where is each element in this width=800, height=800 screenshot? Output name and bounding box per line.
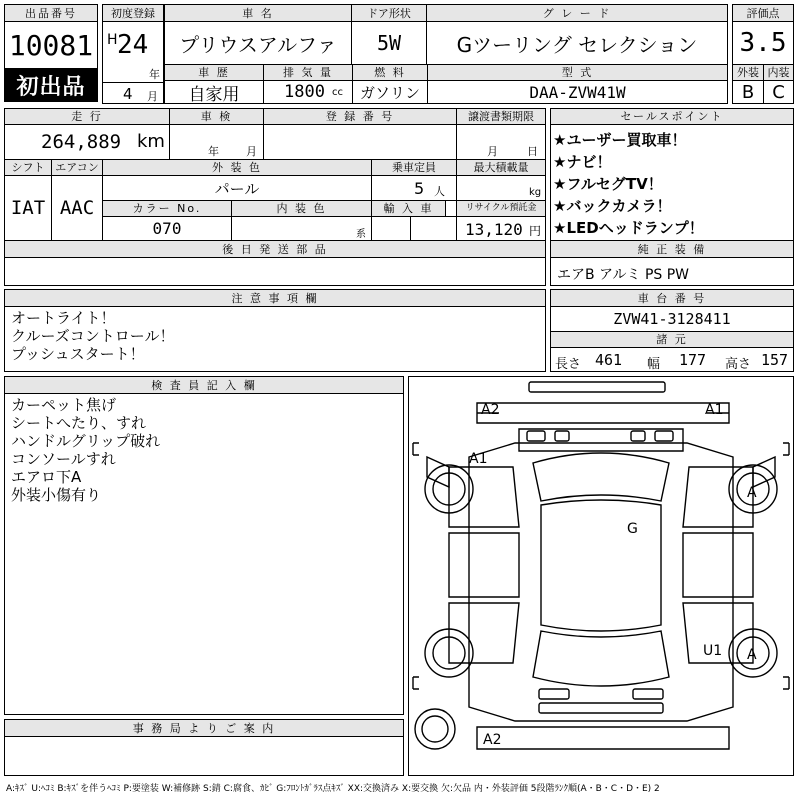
- registration-number-box: [263, 124, 457, 160]
- equipment: エアB アルミ PS PW: [550, 257, 794, 286]
- width: 177: [679, 351, 707, 369]
- transfer-doc-label: 譲渡書類期限: [456, 108, 546, 125]
- mileage-label: 走 行: [4, 108, 170, 125]
- first-listing-badge: 初出品: [4, 68, 98, 102]
- score: 3.5: [732, 21, 794, 65]
- car-name-label: 車 名: [164, 4, 352, 22]
- sales-point: ★フルセグTV！: [553, 175, 663, 193]
- capacity-label: 乗車定員: [371, 159, 457, 176]
- dimensions-box: [550, 347, 794, 372]
- first-registration-month-box: [102, 82, 164, 104]
- sales-points-label: セールスポイント: [550, 108, 794, 125]
- damage-legend: A:ｷｽﾞ U:ﾍｺﾐ B:ｷｽﾞを伴うﾍｺﾐ P:要塗装 W:補修跡 S:錆 C:腐食、ｶﾋﾞ G:ﾌﾛﾝﾄｶﾞﾗｽ点ｷｽﾞ XX:交換済み X:要交換 欠:欠品 内・外装評価 5段階ﾗﾝｸ順(A・B・C・D・E) 2: [6, 784, 660, 794]
- car-diagram-svg: [409, 377, 793, 775]
- damage-diagram: [408, 376, 794, 776]
- height-label: 高さ: [725, 357, 752, 372]
- inspection-month-unit: 月: [246, 145, 257, 158]
- capacity-box: [371, 175, 457, 201]
- capacity-unit: 人: [434, 185, 445, 198]
- color-number-label: カラー No.: [102, 200, 232, 217]
- inspector-line: エアロ下A: [11, 468, 82, 486]
- max-load-unit: kg: [529, 187, 542, 198]
- exterior-color-label: 外 装 色: [102, 159, 372, 176]
- sales-point: ★バックカメラ！: [553, 197, 672, 215]
- color-number: 070: [102, 216, 232, 241]
- max-load-box: [456, 175, 546, 201]
- sales-points-box: [550, 124, 794, 241]
- office-label: 事 務 局 よ り ご 案 内: [4, 719, 404, 737]
- shift-label: シフト: [4, 159, 52, 176]
- inspector-line: コンソールすれ: [11, 450, 116, 468]
- first-registration-label: 初度登録: [102, 4, 164, 22]
- grade-label: グ レ ー ド: [426, 4, 728, 22]
- interior-grade-label: 内装: [763, 64, 794, 81]
- mark-right-rear: U1: [703, 643, 723, 659]
- fuel: ガソリン: [352, 80, 428, 104]
- inspection-box: [169, 124, 264, 160]
- mileage: 264,889: [41, 131, 122, 153]
- details-block: [4, 108, 546, 286]
- era-prefix: H: [107, 32, 118, 48]
- chassis-number: ZVW41-3128411: [550, 306, 794, 332]
- later-parts-label: 後 日 発 送 部 品: [4, 240, 546, 258]
- car-name: プリウスアルファ: [164, 21, 352, 65]
- import-label: 輸 入 車: [371, 200, 446, 217]
- length-label: 長さ: [555, 357, 582, 372]
- interior-color-label: 内 装 色: [231, 200, 372, 217]
- sales-point: ★LEDヘッドランプ！: [553, 219, 704, 237]
- mark-right-rear-wheel: A: [747, 647, 757, 663]
- exterior-color: パール: [102, 175, 372, 201]
- transfer-month-unit: 月: [487, 145, 498, 158]
- width-label: 幅: [647, 357, 661, 372]
- header-block: [4, 4, 794, 105]
- interior-color-box: [231, 216, 372, 241]
- model-code: DAA-ZVW41W: [427, 80, 728, 104]
- mark-front-right: A1: [705, 402, 724, 418]
- history: 自家用: [164, 80, 264, 104]
- fuel-label: 燃 料: [352, 64, 428, 81]
- ac-label: エアコン: [51, 159, 103, 176]
- max-load-label: 最大積載量: [456, 159, 546, 176]
- history-label: 車 歴: [164, 64, 264, 81]
- displacement-box: [263, 80, 353, 104]
- later-parts-box: [4, 257, 546, 286]
- height: 157: [761, 351, 789, 369]
- door-type: 5W: [351, 21, 427, 65]
- transfer-day-unit: 日: [527, 145, 538, 158]
- displacement: 1800: [284, 82, 325, 102]
- registration-year: 24: [117, 30, 149, 60]
- inspection-label: 車 検: [169, 108, 264, 125]
- note-line: プッシュスタート！: [11, 345, 145, 363]
- inspector-box: [4, 393, 404, 715]
- exterior-grade-label: 外装: [732, 64, 764, 81]
- import-box: [371, 216, 411, 241]
- equipment-label: 純 正 装 備: [550, 240, 794, 258]
- year-unit: 年: [149, 68, 160, 81]
- month-unit: 月: [147, 90, 158, 103]
- displacement-label: 排 気 量: [263, 64, 353, 81]
- inspector-line: 外装小傷有り: [11, 486, 102, 504]
- transfer-doc-box: [456, 124, 546, 160]
- registration-number-label: 登 録 番 号: [263, 108, 457, 125]
- recycle-unit: 円: [529, 224, 542, 238]
- mark-rear-bumper: A2: [483, 732, 502, 748]
- inspector-line: カーペット焦げ: [11, 396, 117, 414]
- notes-box: [4, 306, 546, 372]
- registration-month: 4: [123, 85, 133, 103]
- grade: Gツーリング セレクション: [426, 21, 728, 65]
- inspection-year-unit: 年: [208, 145, 219, 158]
- first-registration-year-box: [102, 21, 164, 83]
- interior-grade: C: [763, 80, 794, 104]
- door-label: ドア形状: [351, 4, 427, 22]
- note-line: オートライト！: [11, 309, 116, 327]
- office-box: [4, 736, 404, 776]
- length: 461: [595, 351, 623, 369]
- mark-roof: G: [627, 521, 638, 537]
- mileage-unit: km: [137, 131, 165, 152]
- note-line: クルーズコントロール！: [11, 327, 175, 345]
- lot-number-label: 出品番号: [4, 4, 98, 22]
- recycle-box: [456, 216, 546, 241]
- shift: IAT: [4, 175, 52, 241]
- inspector-label: 検 査 員 記 入 欄: [4, 376, 404, 394]
- import-box-2: [410, 216, 457, 241]
- mark-hood-left: A1: [469, 451, 488, 467]
- mark-right-front-wheel: A: [747, 485, 757, 501]
- displacement-unit: cc: [332, 87, 343, 98]
- mark-front-left: A2: [481, 402, 500, 418]
- interior-color-suffix: 系: [356, 229, 366, 240]
- sales-point: ★ナビ！: [553, 153, 612, 171]
- inspector-line: シートへたり、すれ: [11, 414, 147, 432]
- recycle-fee: 13,120: [465, 220, 523, 239]
- recycle-label: リサイクル預託金: [456, 200, 546, 217]
- sales-point: ★ユーザー買取車！: [553, 131, 687, 149]
- notes-label: 注 意 事 項 欄: [4, 289, 546, 307]
- dimensions-label: 諸 元: [550, 331, 794, 348]
- capacity: 5: [414, 179, 425, 198]
- model-label: 型 式: [427, 64, 728, 81]
- mileage-box: [4, 124, 170, 160]
- air-conditioner: AAC: [51, 175, 103, 241]
- exterior-grade: B: [732, 80, 764, 104]
- inspector-line: ハンドルグリップ破れ: [11, 432, 161, 450]
- chassis-number-label: 車 台 番 号: [550, 289, 794, 307]
- lot-number: 10081: [4, 21, 98, 69]
- score-label: 評価点: [732, 4, 794, 22]
